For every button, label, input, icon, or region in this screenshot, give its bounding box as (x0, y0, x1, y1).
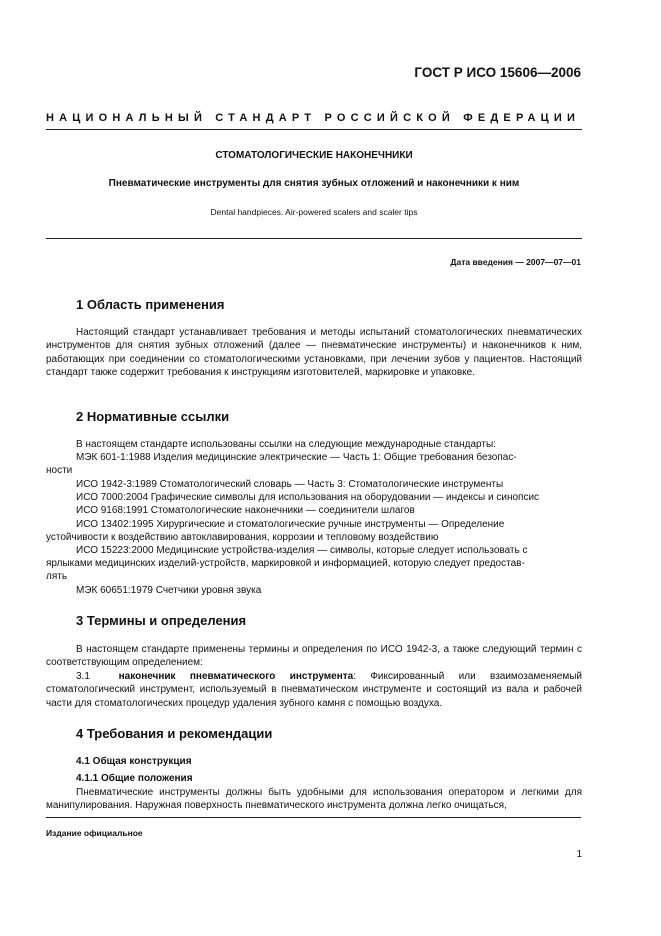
section-4-paragraph: Пневматические инструменты должны быть удобными для использования оператором и легкими для манипулирования. Наружная поверхность пневматического инструмента должна легко очищаться, (46, 787, 582, 812)
section-1-heading: 1 Область применения (76, 297, 225, 312)
section-1-paragraph: Настоящий стандарт устанавливает требования и методы испытаний стоматологических пневматических инструментов для снятия зубных отложений (далее — пневматические инструменты) и наконечников к ним, работающих при соединении со стоматологическими установками, при лечении зубов у пациентов. Настоящий стандарт также содержит требования к инструкциям изготовителей, маркировке и упаковке. (46, 327, 582, 379)
page-number: 1 (576, 849, 582, 860)
section-4-heading: 4 Требования и рекомендации (76, 726, 273, 741)
national-standard-banner: НАЦИОНАЛЬНЫЙ СТАНДАРТ РОССИЙСКОЙ ФЕДЕРАЦИИ (46, 112, 581, 124)
section-2-intro: В настоящем стандарте использованы ссылки на следующие международные стандарты: (76, 439, 496, 450)
section-2-heading: 2 Нормативные ссылки (76, 409, 230, 424)
title-english: Dental handpieces. Air-powered scalers and scaler tips (210, 207, 418, 217)
section-3-intro (46, 643, 582, 670)
subsection-4-1: 4.1 Общая конструкция (76, 756, 192, 767)
reference-iso-15223-cont: ярлыками медицинских изделий-устройств, маркировкой и информацией, которую следует предостав- (46, 558, 525, 569)
reference-iso-1942-3: ИСО 1942-3:1989 Стоматологический словарь — Часть 3: Стоматологические инструменты (76, 479, 504, 490)
term-name: наконечник пневматического инструмента (118, 671, 354, 682)
term-definition: : Фиксированный или взаимозаменяемый стоматологический инструмент, используемый в пневматическом инструменте и состоящий из вала и рабочей части для стоматологических процедур удаления зубного камня с помощью воздуха. (46, 671, 582, 709)
reference-iso-15223: ИСО 15223:2000 Медицинские устройства-изделия — символы, которые следует использовать с (76, 545, 528, 556)
title-subtitle: Пневматические инструменты для снятия зубных отложений и наконечники к ним (108, 178, 520, 189)
introduction-date: Дата введения — 2007—07—01 (450, 257, 581, 267)
section-4-text (46, 786, 582, 813)
title-divider (46, 238, 582, 239)
reference-iso-9168: ИСО 9168:1991 Стоматологические наконечники — соединители шлагов (76, 505, 415, 516)
reference-iec-601-1: МЭК 601-1:1988 Изделия медицинские электрические — Часть 1: Общие требования безопас- (76, 452, 517, 463)
reference-iec-60651: МЭК 60651:1979 Счетчики уровня звука (76, 585, 262, 596)
footer-divider (46, 817, 581, 818)
section-3-heading: 3 Термины и определения (76, 613, 247, 628)
reference-iso-15223-cont2: лять (46, 571, 68, 582)
top-divider (46, 129, 582, 130)
reference-iso-13402: ИСО 13402:1995 Хирургические и стоматологические ручные инструменты — Определение (76, 519, 505, 530)
title-main: СТОМАТОЛОГИЧЕСКИЕ НАКОНЕЧНИКИ (215, 150, 413, 161)
document-number: ГОСТ Р ИСО 15606—2006 (414, 65, 581, 80)
section-1-text (46, 326, 582, 380)
edition-note: Издание официальное (46, 828, 143, 838)
term-number: 3.1 (76, 671, 90, 682)
subsection-4-1-1: 4.1.1 Общие положения (76, 773, 193, 784)
section-3-intro-text: В настоящем стандарте применены термины и определения по ИСО 1942-3, а также следующий термин с соответствующим определением: (46, 644, 582, 669)
term-3-1 (46, 670, 582, 710)
reference-iso-7000: ИСО 7000:2004 Графические символы для использования на оборудовании — индексы и синопсис (76, 492, 540, 503)
reference-iso-13402-cont: устойчивости к воздействию автоклавирования, коррозии и тепловому воздействию (46, 532, 439, 543)
reference-iec-601-1-cont: ности (46, 465, 73, 476)
